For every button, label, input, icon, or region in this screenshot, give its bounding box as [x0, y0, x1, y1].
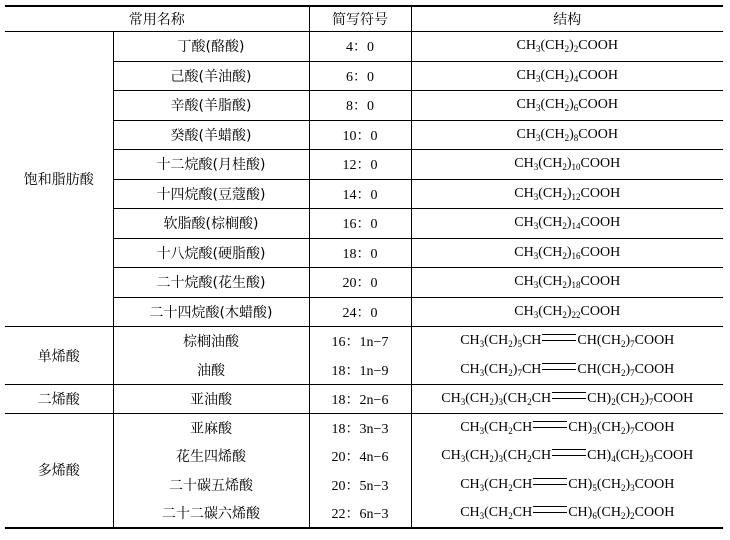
table-row: [5, 61, 723, 91]
formula-subscript: 14: [571, 221, 581, 232]
formula-text: COOH: [580, 215, 621, 231]
formula-text: ): [566, 215, 572, 231]
formula-text: ): [644, 448, 650, 464]
formula-text: ): [566, 185, 572, 201]
formula-subscript: 18: [571, 280, 581, 291]
category-cell: 单烯酸: [5, 327, 113, 385]
formula-subscript: 3: [535, 44, 541, 55]
formula-text: CH: [441, 448, 461, 464]
header-common-name: 常用名称: [5, 6, 309, 32]
abbreviation-cell: 12：0: [309, 150, 411, 180]
formula-subscript: 3: [533, 280, 539, 291]
formula-text: CH: [512, 504, 533, 520]
table-row: [5, 268, 723, 298]
abbreviation-cell: 22：6n−3: [309, 499, 411, 528]
formula-subscript: 3: [498, 397, 504, 407]
formula-subscript: 3: [479, 482, 485, 493]
formula-subscript: 8: [573, 132, 579, 143]
acid-name-cell: 癸酸(羊蜡酸): [113, 120, 309, 150]
structure-cell: [411, 327, 723, 356]
formula-subscript: 7: [649, 397, 654, 407]
acid-name-cell: 二十四烷酸(木蜡酸): [113, 297, 309, 327]
formula-text: COOH: [580, 156, 621, 172]
formula-subscript: 7: [630, 367, 635, 378]
acid-name-cell: 软脂酸(棕榈酸): [113, 209, 309, 239]
formula-text: CH(CH: [577, 333, 621, 349]
formula-text: (CH: [484, 420, 509, 435]
formula-subscript: 2: [564, 132, 570, 143]
formula-text: ): [644, 391, 650, 406]
abbreviation-cell: 14：0: [309, 179, 411, 209]
formula-text: (CH: [484, 476, 509, 492]
formula-subscript: 2: [564, 44, 570, 55]
formula-subscript: 2: [630, 510, 635, 521]
formula-text: COOH: [578, 67, 618, 83]
abbreviation-cell: 10：0: [309, 120, 411, 150]
structure-cell: [411, 268, 723, 298]
acid-name-cell: 二十碳五烯酸: [113, 471, 309, 500]
formula-subscript: 7: [630, 426, 635, 436]
formula-subscript: 3: [460, 397, 466, 407]
formula-subscript: 3: [498, 454, 504, 465]
structure-cell: [411, 91, 723, 121]
formula-text: ): [625, 504, 631, 520]
formula-text: (CH: [538, 185, 563, 201]
formula-subscript: 2: [562, 191, 567, 202]
formula-subscript: 10: [571, 162, 581, 173]
formula-text: (CH: [615, 391, 640, 406]
acid-name-cell: 花生四烯酸: [113, 442, 309, 471]
formula-text: CH: [514, 303, 534, 319]
formula-subscript: 2: [639, 397, 645, 407]
abbreviation-cell: 6：0: [309, 61, 411, 91]
formula-subscript: 2: [620, 426, 626, 436]
formula-subscript: 3: [535, 73, 541, 84]
header-structure: 结构: [411, 6, 723, 32]
category-cell: 二烯酸: [5, 385, 113, 414]
formula-text: COOH: [578, 97, 618, 113]
table-row: [5, 385, 723, 414]
formula-text: CH: [512, 420, 533, 435]
structure-cell: [411, 61, 723, 91]
formula-subscript: 3: [533, 309, 539, 320]
formula-text: (CH: [540, 67, 565, 83]
formula-text: COOH: [578, 38, 618, 54]
table-body: [5, 32, 723, 528]
formula-text: COOH: [634, 333, 675, 349]
formula-text: ): [566, 156, 572, 172]
formula-text: (CH: [538, 215, 563, 231]
header-row: [5, 6, 723, 32]
formula-text: CH: [521, 333, 542, 349]
formula-subscript: 7: [630, 339, 635, 350]
formula-text: ): [569, 38, 574, 54]
formula-text: (CH: [538, 274, 563, 290]
formula-text: CH(CH: [577, 361, 621, 377]
formula-text: ): [569, 126, 574, 142]
formula-text: CH: [514, 244, 534, 260]
formula-subscript: 3: [479, 339, 485, 350]
formula-text: CH: [460, 333, 480, 349]
structure-cell: [411, 442, 723, 471]
formula-subscript: 3: [535, 103, 541, 114]
formula-subscript: 5: [517, 339, 522, 350]
fatty-acid-table: [5, 5, 723, 529]
table-row: [5, 179, 723, 209]
formula-text: COOH: [653, 391, 694, 406]
table-row: [5, 238, 723, 268]
abbreviation-cell: 18：0: [309, 238, 411, 268]
formula-text: (CH: [484, 504, 509, 520]
structure-cell: [411, 471, 723, 500]
formula-subscript: 7: [517, 367, 522, 378]
structure-cell: [411, 32, 723, 62]
structure-cell: [411, 150, 723, 180]
formula-text: ): [625, 333, 631, 349]
formula-text: COOH: [580, 303, 621, 319]
formula-subscript: 2: [562, 309, 567, 320]
acid-name-cell: 油酸: [113, 356, 309, 385]
abbreviation-cell: 18：3n−3: [309, 414, 411, 443]
formula-text: CH: [521, 361, 542, 377]
formula-subscript: 3: [649, 454, 654, 465]
table-row: [5, 414, 723, 443]
formula-text: (CH: [484, 333, 509, 349]
formula-text: ): [566, 303, 572, 319]
table-row: [5, 120, 723, 150]
formula-subscript: 2: [508, 426, 513, 436]
formula-subscript: 2: [562, 162, 567, 173]
abbreviation-cell: 16：1n−7: [309, 327, 411, 356]
abbreviation-cell: 20：4n−6: [309, 442, 411, 471]
abbreviation-cell: 18：1n−9: [309, 356, 411, 385]
formula-text: CH): [568, 504, 593, 520]
structure-cell: [411, 414, 723, 443]
formula-subscript: 3: [592, 426, 597, 436]
formula-subscript: 2: [562, 221, 567, 232]
table-row: [5, 297, 723, 327]
formula-subscript: 2: [564, 103, 570, 114]
table-row: [5, 356, 723, 385]
formula-subscript: 12: [571, 191, 581, 202]
formula-text: CH): [587, 448, 612, 464]
formula-subscript: 2: [508, 367, 513, 378]
formula-subscript: 2: [562, 250, 567, 261]
formula-subscript: 3: [479, 426, 485, 436]
formula-text: COOH: [653, 448, 694, 464]
acid-name-cell: 十八烷酸(硬脂酸): [113, 238, 309, 268]
structure-cell: [411, 120, 723, 150]
formula-text: (CH: [538, 244, 563, 260]
table-row: [5, 32, 723, 62]
formula-subscript: 3: [460, 454, 466, 465]
acid-name-cell: 亚油酸: [113, 385, 309, 414]
formula-subscript: 2: [620, 510, 626, 521]
formula-subscript: 3: [535, 132, 541, 143]
formula-subscript: 16: [571, 250, 581, 261]
formula-subscript: 2: [639, 454, 645, 465]
formula-text: ): [625, 361, 631, 377]
acid-name-cell: 二十烷酸(花生酸): [113, 268, 309, 298]
formula-text: CH: [514, 274, 534, 290]
formula-text: CH): [568, 420, 593, 435]
acid-name-cell: 二十二碳六烯酸: [113, 499, 309, 528]
table-row: [5, 442, 723, 471]
formula-text: (CH: [538, 303, 563, 319]
formula-subscript: 2: [620, 482, 626, 493]
formula-subscript: 6: [592, 510, 597, 521]
formula-text: (CH: [540, 126, 565, 142]
formula-text: CH: [531, 391, 552, 406]
formula-subscript: 3: [533, 250, 539, 261]
formula-subscript: 2: [508, 339, 513, 350]
formula-text: (CH: [615, 448, 640, 464]
table-row: [5, 150, 723, 180]
formula-text: CH: [516, 97, 536, 113]
double-bond-symbol: [552, 392, 586, 399]
structure-cell: [411, 499, 723, 528]
formula-text: CH: [512, 476, 533, 492]
formula-subscript: 2: [489, 397, 494, 407]
formula-text: CH: [460, 420, 480, 435]
formula-subscript: 5: [592, 482, 597, 493]
structure-cell: [411, 238, 723, 268]
acid-name-cell: 十二烷酸(月桂酸): [113, 150, 309, 180]
category-cell: 饱和脂肪酸: [5, 32, 113, 327]
structure-cell: [411, 297, 723, 327]
formula-subscript: 3: [630, 482, 635, 493]
acid-name-cell: 丁酸(酪酸): [113, 32, 309, 62]
formula-text: (CH: [465, 391, 490, 406]
formula-subscript: 2: [620, 339, 626, 350]
formula-subscript: 2: [508, 510, 513, 521]
double-bond-symbol: [552, 449, 586, 456]
abbreviation-cell: 16：0: [309, 209, 411, 239]
formula-subscript: 3: [533, 191, 539, 202]
formula-subscript: 2: [527, 397, 532, 407]
formula-text: ): [625, 476, 631, 492]
formula-text: CH: [460, 361, 480, 377]
structure-cell: [411, 179, 723, 209]
formula-text: COOH: [580, 274, 621, 290]
structure-cell: [411, 385, 723, 414]
table-row: [5, 471, 723, 500]
acid-name-cell: 亚麻酸: [113, 414, 309, 443]
formula-subscript: 2: [562, 280, 567, 291]
formula-text: (CH: [503, 448, 528, 464]
formula-text: (CH: [596, 420, 621, 435]
abbreviation-cell: 20：0: [309, 268, 411, 298]
acid-name-cell: 十四烷酸(豆蔻酸): [113, 179, 309, 209]
formula-text: ): [569, 97, 574, 113]
formula-subscript: 2: [620, 367, 626, 378]
formula-text: CH: [516, 126, 536, 142]
formula-text: (CH: [596, 504, 621, 520]
formula-text: CH: [514, 156, 534, 172]
formula-text: (CH: [484, 361, 509, 377]
formula-text: ): [569, 67, 574, 83]
formula-text: CH: [516, 38, 536, 54]
abbreviation-cell: 18：2n−6: [309, 385, 411, 414]
formula-subscript: 22: [571, 309, 581, 320]
formula-subscript: 3: [479, 510, 485, 521]
category-cell: 多烯酸: [5, 414, 113, 528]
double-bond-symbol: [542, 363, 576, 370]
formula-subscript: 3: [533, 221, 539, 232]
structure-cell: [411, 209, 723, 239]
formula-text: COOH: [634, 476, 675, 492]
formula-text: COOH: [578, 126, 618, 142]
formula-text: ): [512, 333, 518, 349]
formula-subscript: 2: [573, 44, 579, 55]
acid-name-cell: 己酸(羊油酸): [113, 61, 309, 91]
formula-subscript: 6: [573, 103, 579, 114]
table-row: [5, 209, 723, 239]
table-row: [5, 91, 723, 121]
formula-subscript: 4: [573, 73, 579, 84]
double-bond-symbol: [533, 421, 567, 428]
formula-text: (CH: [540, 97, 565, 113]
formula-text: CH): [587, 391, 612, 406]
formula-text: ): [512, 361, 518, 377]
double-bond-symbol: [542, 334, 576, 341]
formula-subscript: 2: [611, 397, 616, 407]
formula-text: COOH: [580, 244, 621, 260]
formula-text: ): [566, 274, 572, 290]
formula-subscript: 3: [479, 367, 485, 378]
abbreviation-cell: 4：0: [309, 32, 411, 62]
formula-text: ): [625, 420, 631, 435]
formula-text: (CH: [465, 448, 490, 464]
formula-text: ): [493, 391, 499, 406]
formula-text: (CH: [596, 476, 621, 492]
formula-text: COOH: [580, 185, 621, 201]
formula-subscript: 4: [611, 454, 616, 465]
formula-text: COOH: [634, 361, 675, 377]
abbreviation-cell: 8：0: [309, 91, 411, 121]
formula-text: (CH: [503, 391, 528, 406]
formula-text: CH: [460, 504, 480, 520]
formula-text: CH: [514, 215, 534, 231]
formula-text: CH: [531, 448, 552, 464]
table-row: [5, 499, 723, 528]
double-bond-symbol: [533, 478, 567, 485]
formula-text: ): [493, 448, 499, 464]
formula-text: CH: [460, 476, 480, 492]
formula-text: COOH: [634, 420, 675, 435]
table-row: [5, 327, 723, 356]
acid-name-cell: 辛酸(羊脂酸): [113, 91, 309, 121]
formula-text: COOH: [634, 504, 675, 520]
formula-text: CH: [514, 185, 534, 201]
double-bond-symbol: [533, 506, 567, 513]
formula-subscript: 3: [533, 162, 539, 173]
formula-subscript: 2: [508, 482, 513, 493]
formula-text: CH: [441, 391, 461, 406]
formula-text: (CH: [540, 38, 565, 54]
formula-text: (CH: [538, 156, 563, 172]
abbreviation-cell: 20：5n−3: [309, 471, 411, 500]
formula-subscript: 2: [527, 454, 532, 465]
formula-text: CH: [516, 67, 536, 83]
formula-subscript: 2: [489, 454, 494, 465]
formula-text: ): [566, 244, 572, 260]
header-abbreviation: 简写符号: [309, 6, 411, 32]
formula-subscript: 2: [564, 73, 570, 84]
structure-cell: [411, 356, 723, 385]
acid-name-cell: 棕榈油酸: [113, 327, 309, 356]
abbreviation-cell: 24：0: [309, 297, 411, 327]
formula-text: CH): [568, 476, 593, 492]
